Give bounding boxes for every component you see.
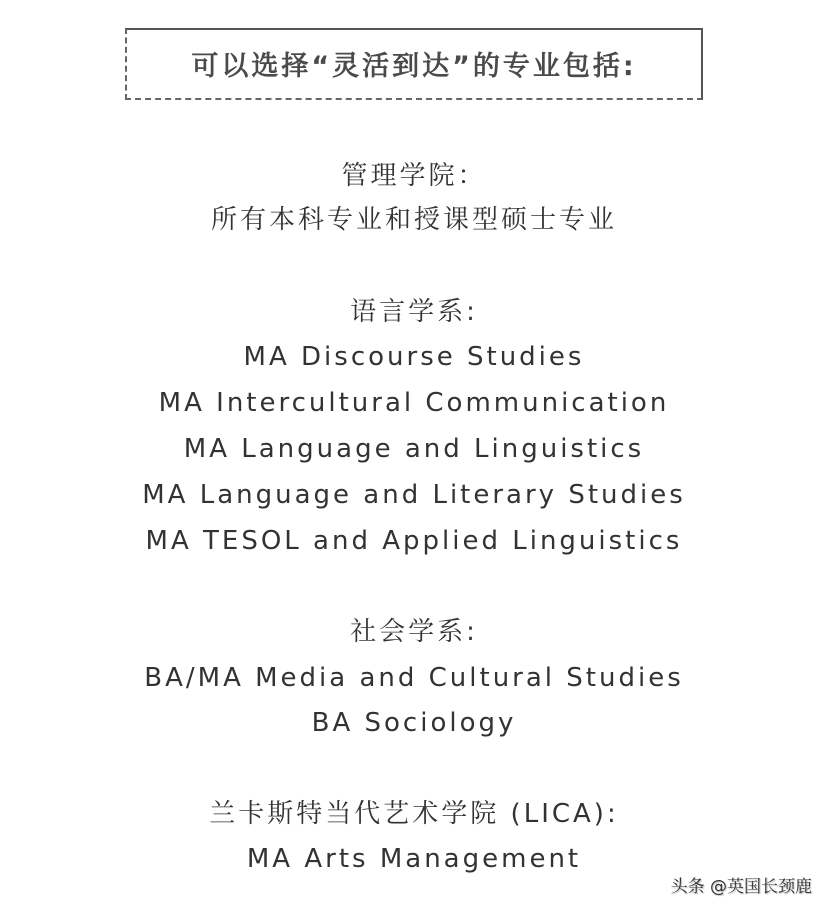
header-box [125, 28, 703, 100]
section-heading: 社会学系: [350, 617, 478, 647]
list-item: 所有本科专业和授课型硕士专业 [210, 205, 617, 235]
list-item: MA Intercultural Communication [158, 388, 670, 418]
header-title: 可以选择“灵活到达”的专业包括: [191, 51, 637, 82]
list-item: MA Discourse Studies [243, 342, 585, 372]
list-item: BA/MA Media and Cultural Studies [144, 663, 684, 693]
list-item: MA TESOL and Applied Linguistics [145, 526, 683, 556]
section-heading: 兰卡斯特当代艺术学院 (LICA): [209, 799, 619, 829]
watermark: 头条 @英国长颈鹿 [670, 877, 812, 897]
list-item: MA Language and Linguistics [183, 434, 645, 464]
list-item: MA Arts Management [246, 844, 582, 874]
section-heading: 管理学院： [341, 161, 487, 191]
list-item: BA Sociology [311, 708, 517, 738]
list-item: MA Language and Literary Studies [142, 480, 686, 510]
section-heading: 语言学系: [350, 297, 478, 327]
